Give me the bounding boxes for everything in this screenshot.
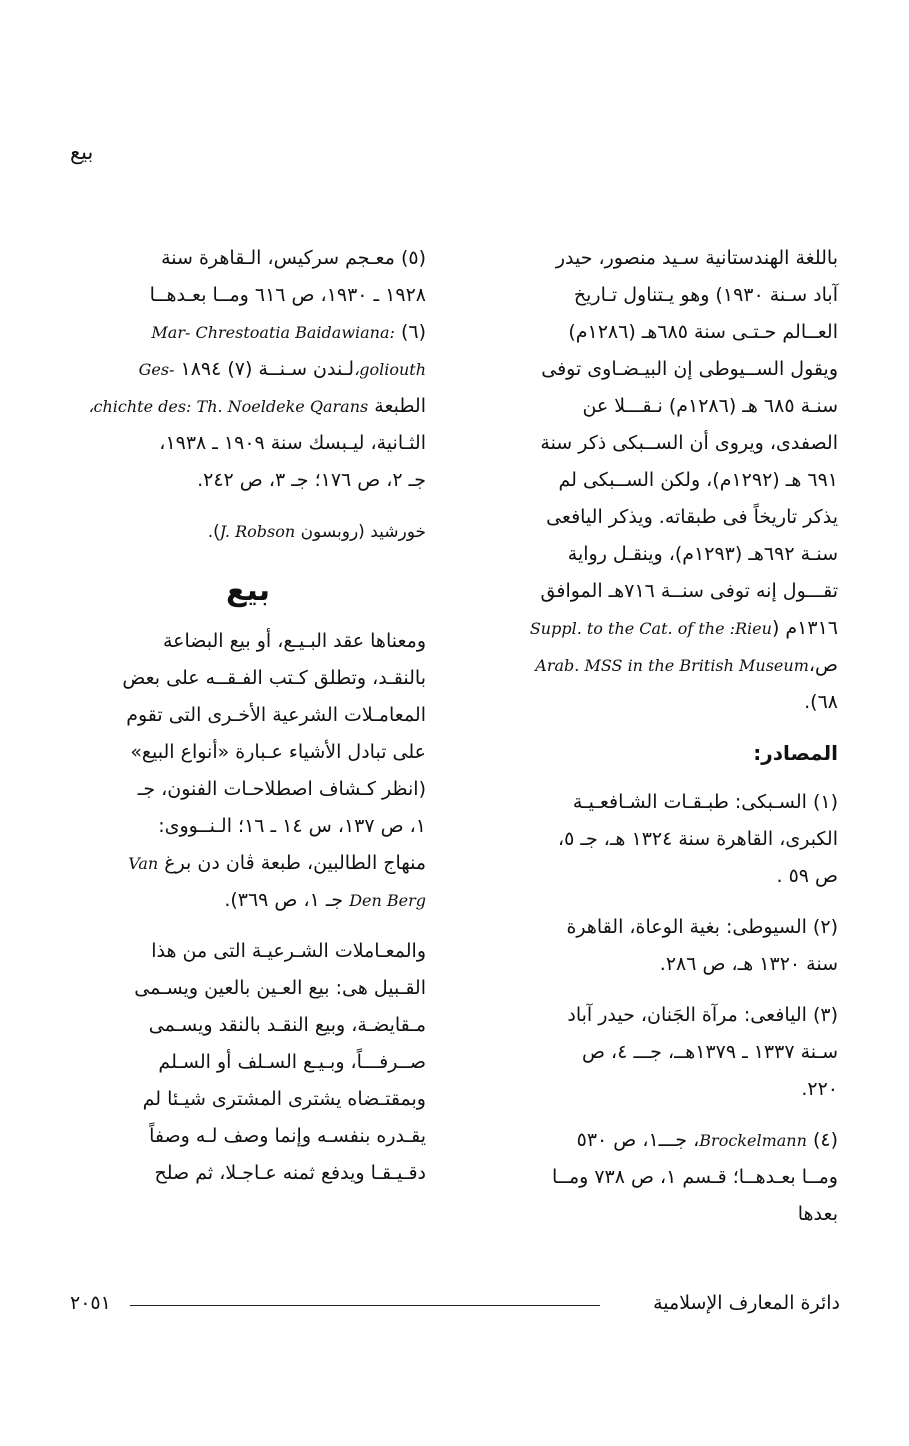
- text-line: الصفدى، ويروى أن الســبكى ذكر سنة: [540, 432, 838, 454]
- author-name: خورشيد (روبسون: [295, 522, 426, 542]
- text-line: باللغة الهندستانية سـيد منصور، حيدر: [555, 247, 838, 269]
- text-line: ص ٥٩ .: [776, 865, 838, 887]
- latin-citation: Ges-: [138, 360, 175, 379]
- text-line: لـندن سـنــة: [258, 358, 355, 380]
- footer-rule: [130, 1305, 600, 1306]
- running-title: بيع: [70, 140, 94, 164]
- intro-paragraph: [482, 240, 838, 721]
- text-line: صــرفـــاً، وبـيـع السـلف أو السـلم: [158, 1051, 426, 1073]
- text-line: يذكر تاريخاً فى طبقاته. ويذكر اليافعى: [546, 506, 838, 528]
- source-entry: [482, 1122, 838, 1233]
- body-paragraph: [70, 933, 426, 1192]
- text-line: العــالم حـتـى سنة ٦٨٥هـ (١٢٨٦م): [568, 321, 838, 343]
- text-line: دقـيـقـا ويدفع ثمنه عـاجـلا، ثم صلح: [154, 1162, 426, 1184]
- text-line: (٧) ١٨٩٤: [174, 358, 253, 380]
- body-paragraph: [70, 623, 426, 919]
- text-line: ١٣١٦م (: [771, 617, 838, 639]
- latin-citation: ،goliouth: [354, 360, 426, 379]
- latin-citation: Arab. MSS in the British Museum: [535, 656, 809, 675]
- sources-heading: المصادر:: [753, 741, 838, 765]
- text-line: (٦): [394, 321, 426, 343]
- source-entry: [482, 784, 838, 895]
- text-line: منهاج الطالبين، طبعة ڤان دن برغ: [158, 852, 426, 874]
- source-entry: [482, 909, 838, 983]
- text-line: سنـة ٦٩٢هـ (١٢٩٣م)، وينقـل رواية: [567, 543, 838, 565]
- text-line: ٢٢٠.: [801, 1078, 838, 1100]
- latin-citation: Suppl. to the Cat. of the :Rieu: [529, 619, 772, 638]
- text-line: ص: [815, 654, 838, 676]
- text-line: المعامـلات الشرعية الأخـرى التى تقوم: [126, 704, 426, 726]
- text-line: تقـــول إنه توفى سنــة ٧١٦هـ الموافق: [540, 580, 838, 602]
- text-line: جـ ١، ص ٣٦٩).: [224, 889, 350, 911]
- text-line: ومــا بعـدهــا؛ قـسم ١، ص ٧٣٨ ومــا: [552, 1166, 838, 1188]
- latin-citation: J. Robson: [219, 522, 296, 541]
- text-line: القـبيل هى: بيع العـين بالعين ويسـمى: [134, 977, 426, 999]
- right-column: [482, 240, 838, 1247]
- text-line: ).: [207, 522, 220, 542]
- article-title: بيع: [225, 573, 270, 608]
- latin-citation: Mar- Chrestoatia Baidawiana:: [151, 323, 395, 342]
- text-line: ١٩٢٨ ـ ١٩٣٠، ص ٦١٦ ومــا بعـدهــا: [149, 284, 426, 306]
- text-line: آباد سـنة ١٩٣٠) وهو يـتناول تـاريخ: [573, 284, 838, 306]
- text-line: ، جـــ١، ص ٥٣٠: [576, 1129, 700, 1151]
- text-line: (٥) معـجم سركيس، الـقاهرة سنة: [161, 247, 426, 269]
- text-line: (٢) السيوطى: بغية الوعاة، القاهرة: [566, 916, 838, 938]
- text-line: سنـة ٦٨٥ هـ (١٢٨٦م) نـقـــلا عن: [582, 395, 838, 417]
- left-column: [70, 240, 426, 1206]
- text-line: بعدها: [797, 1203, 838, 1225]
- page-number: ٢٠٥١: [70, 1292, 111, 1314]
- text-line: (٣) اليافعى: مرآة الجَنان، حيدر آباد: [567, 1004, 838, 1026]
- text-line: ٦٩١ هـ (١٢٩٢م)، ولكن الســبكى لم: [558, 469, 838, 491]
- text-line: ،: [808, 654, 816, 676]
- text-line: على تبادل الأشياء عـبارة «أنواع البيع»: [130, 741, 426, 763]
- text-line: الطبعة: [368, 395, 426, 417]
- latin-citation: Brockelmann: [699, 1131, 807, 1150]
- latin-citation: ،chichte des: Th. Noeldeke Qarans: [88, 397, 369, 416]
- journal-name: دائرة المعارف الإسلامية: [653, 1292, 840, 1314]
- page-footer: [70, 1292, 840, 1316]
- text-line: ومعناها عقد البـيـع، أو بيع البضاعة: [162, 630, 426, 652]
- latin-citation: Den Berg: [349, 891, 426, 910]
- text-line: والمعـاملات الشـرعيـة التى من هذا: [151, 940, 426, 962]
- text-line: ١، ص ١٣٧، س ١٤ ـ ١٦؛ الـنــووى:: [158, 815, 426, 837]
- text-line: جـ ٢، ص ١٧٦؛ جـ ٣، ص ٢٤٢.: [197, 469, 426, 491]
- text-line: (١) السـبكى: طبـقـات الشـافعـيـة: [572, 791, 838, 813]
- text-line: مـقايضـة، وبيع النقـد بالنقد ويسـمى: [148, 1014, 426, 1036]
- text-line: سنة ١٣٢٠ هـ، ص ٢٨٦.: [659, 953, 838, 975]
- source-entry: [70, 240, 426, 499]
- text-line: (انظر كـشاف اصطلاحـات الفنون، جـ: [137, 778, 426, 800]
- text-line: وبمقتـضاه يشترى المشترى شيـئا لم: [142, 1088, 426, 1110]
- text-line: ويقول الســيوطى إن البيـضـاوى توفى: [541, 358, 838, 380]
- text-line: يقـدره بنفسـه وإنما وصف لـه وصفاً: [149, 1125, 426, 1147]
- text-line: سـنة ١٣٣٧ ـ ١٣٧٩هــ، جـــ ٤، ص: [582, 1041, 838, 1063]
- author-credit: [70, 513, 426, 551]
- text-line: ٦٨).: [804, 691, 838, 713]
- latin-citation: Van: [128, 854, 159, 873]
- source-entry: [482, 997, 838, 1108]
- text-line: الكبرى، القاهرة سنة ١٣٢٤ هـ، جـ ٥،: [557, 828, 838, 850]
- text-line: الثـانية، ليـبسك سنة ١٩٠٩ ـ ١٩٣٨،: [159, 432, 426, 454]
- text-line: بالنقـد، وتطلق كـتب الفـقــه على بعض: [122, 667, 426, 689]
- text-line: (٤): [806, 1129, 838, 1151]
